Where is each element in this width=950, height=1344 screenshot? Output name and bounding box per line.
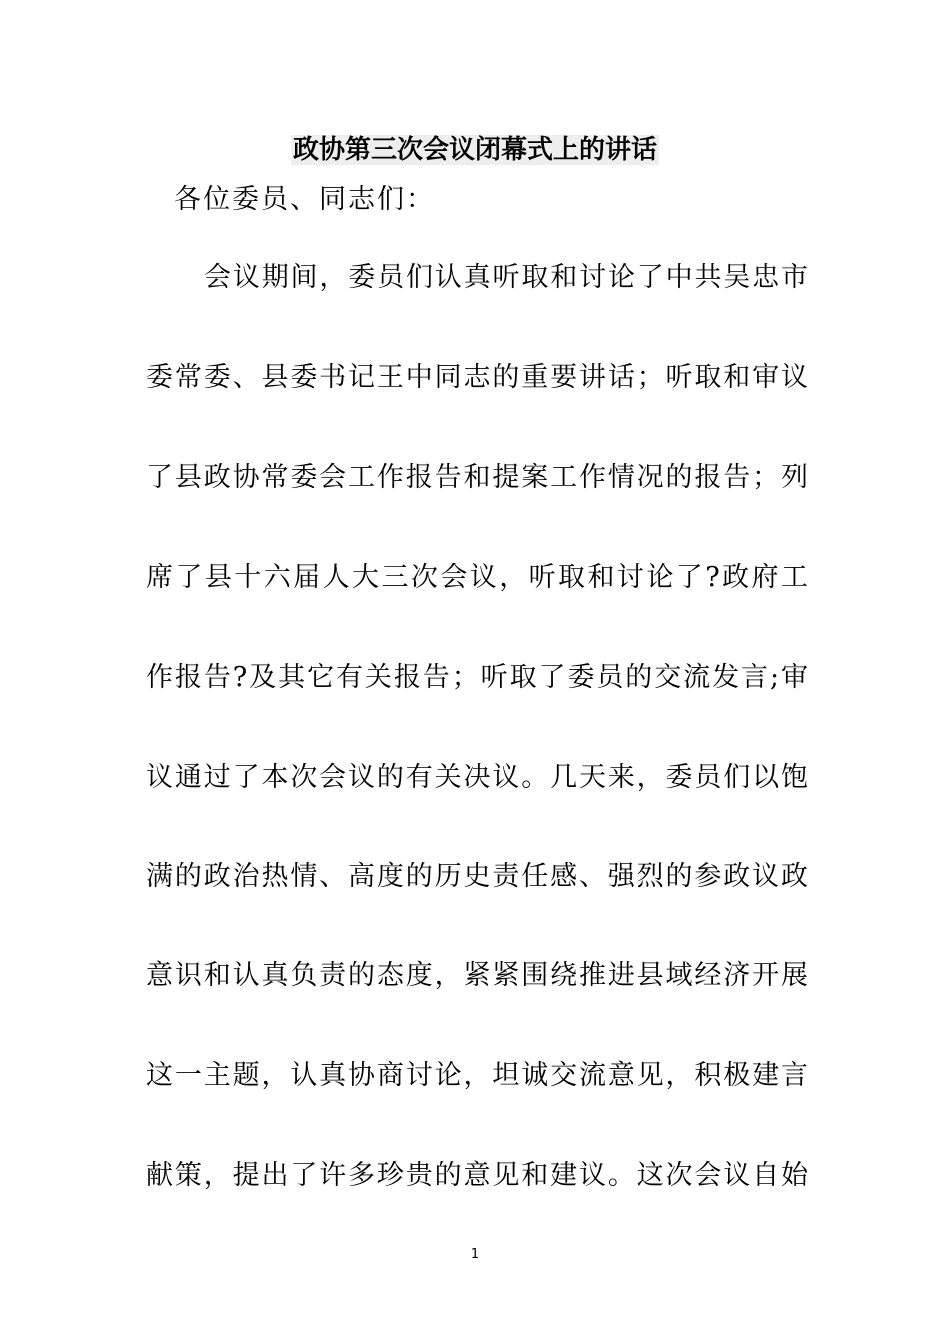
document-title: [0, 130, 950, 170]
paragraph-line-6: 议通过了本次会议的有关决议。几天来，委员们以饱: [146, 762, 808, 793]
paragraph-line-1: 会议期间，委员们认真听取和讨论了中共吴忠市: [204, 262, 808, 293]
page-number: 1: [470, 1247, 480, 1262]
greeting: 各位委员、同志们：: [174, 184, 435, 215]
paragraph-line-5: 作报告?及其它有关报告；听取了委员的交流发言;审: [146, 662, 808, 693]
paragraph-line-4: 席了县十六届人大三次会议，听取和讨论了?政府工: [146, 562, 808, 593]
paragraph-line-10: 献策，提出了许多珍贵的意见和建议。这次会议自始: [146, 1160, 808, 1191]
paragraph-line-2: 委常委、县委书记王中同志的重要讲话；听取和审议: [146, 362, 808, 393]
paragraph-line-8: 意识和认真负责的态度，紧紧围绕推进县域经济开展: [146, 960, 808, 991]
paragraph-line-9: 这一主题，认真协商讨论，坦诚交流意见，积极建言: [146, 1060, 808, 1091]
paragraph-line-3: 了县政协常委会工作报告和提案工作情况的报告；列: [146, 462, 808, 493]
paragraph-line-7: 满的政治热情、高度的历史责任感、强烈的参政议政: [146, 861, 808, 892]
title-text: 政协第三次会议闭幕式上的讲话: [292, 135, 657, 165]
